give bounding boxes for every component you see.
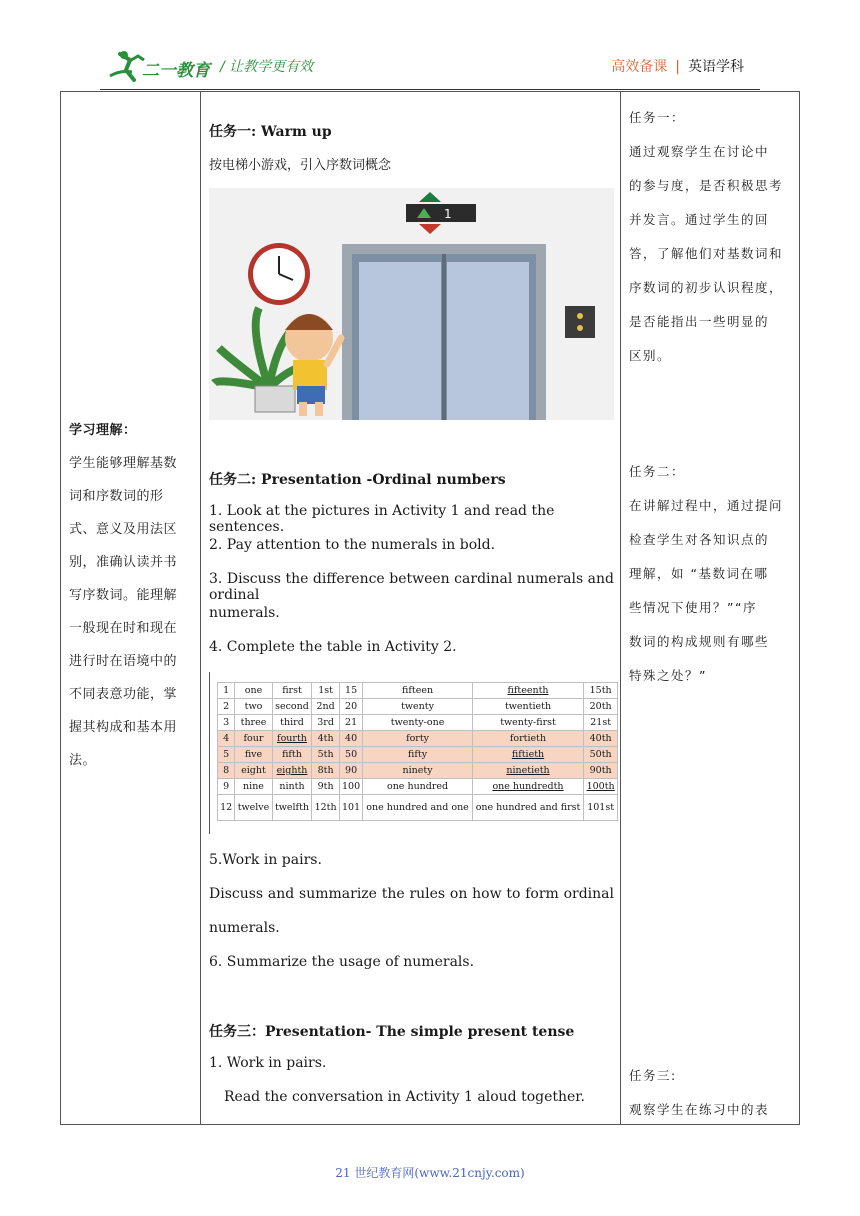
table-cell: fifty [363,747,472,763]
objective-line: 一般现在时和现在 [69,621,178,636]
table-cell: 1st [312,683,339,699]
table-cell: 20th [584,699,618,715]
table-cell: 4th [312,731,339,747]
table-row [218,731,618,747]
table-cell: forty [363,731,472,747]
work-pairs: 5.Work in pairs. [209,852,322,868]
discuss-line: numerals. [209,920,280,936]
objective-column [69,414,194,777]
table-row [218,779,618,795]
table-cell: three [235,715,272,731]
table-cell: 8th [312,763,339,779]
table-cell: 40th [584,731,618,747]
table-cell: one hundred [363,779,472,795]
assessment-task2 [629,455,793,693]
task2-item: 2. Pay attention to the numerals in bold. [209,537,496,553]
table-cell: 101 [339,795,363,821]
table-cell: 21 [339,715,363,731]
assessment-line: 观察学生在练习中的表 [629,1102,770,1117]
task2-item: 3. Discuss the difference between cardinal numerals and ordinal [209,571,614,603]
assessment-line: 区别。 [629,348,672,363]
column-divider [620,92,621,1124]
table-cell: 90th [584,763,618,779]
table-cell: second [272,699,312,715]
table-cell: 9 [218,779,235,795]
table-cell: five [235,747,272,763]
table-cell: twenty-one [363,715,472,731]
assessment-line: 特殊之处？” [629,668,707,683]
assessment-line: 答，了解他们对基数词和 [629,246,784,261]
table-cell: one [235,683,272,699]
table-cell: 90 [339,763,363,779]
table-cell: fifth [272,747,312,763]
table-cell-answer: one hundredth [472,779,584,795]
assessment-heading: 任务一： [629,110,686,125]
task1-title: 任务一: Warm up [209,124,332,140]
table-cell: 20 [339,699,363,715]
objective-line: 法。 [69,753,97,768]
assessment-line: 并发言。通过学生的回 [629,212,770,227]
task2-title: 任务二: Presentation -Ordinal numbers [209,472,506,488]
table-cell: 12th [312,795,339,821]
table-row [218,683,618,699]
table-cell: 15th [584,683,618,699]
header-separator: | [675,59,680,75]
header-secondary: 英语学科 [688,59,744,75]
table-cell: 5th [312,747,339,763]
objective-line: 式、意义及用法区 [69,522,178,537]
table-cell: 3 [218,715,235,731]
assessment-line: 是否能指出一些明显的 [629,314,770,329]
table-cell: one hundred and one [363,795,472,821]
table-cell: fifteen [363,683,472,699]
table-cell: 50 [339,747,363,763]
table-cell: 2 [218,699,235,715]
table-cell: 40 [339,731,363,747]
objective-line: 别，准确认读并书 [69,555,178,570]
assessment-line: 理解，如 “基数词在哪 [629,566,769,581]
assessment-line: 些情况下使用？”“序 [629,600,757,615]
table-cell: nine [235,779,272,795]
table-row [218,763,618,779]
discuss-line: Discuss and summarize the rules on how to form ordinal [209,886,614,902]
column-divider [200,92,201,1124]
table-cell: ninth [272,779,312,795]
header-subject [611,56,744,76]
logo-text: 二一教育 [142,61,210,81]
table-cell: two [235,699,272,715]
table-cell: 5 [218,747,235,763]
table-cell-answer: fourth [272,731,312,747]
task3-title: 任务三：Presentation- The simple present tense [209,1024,575,1040]
assessment-line: 数词的构成规则有哪些 [629,634,770,649]
table-cell: twenty [363,699,472,715]
table-cell: 100 [339,779,363,795]
assessment-line: 序数词的初步认识程度， [629,280,784,295]
table-cell-answer: one hundred and first [472,795,584,821]
table-row [218,795,618,821]
table-cell: third [272,715,312,731]
table-cell: 50th [584,747,618,763]
header-divider [100,89,760,90]
objective-line: 不同表意功能，掌 [69,687,178,702]
numerals-table [217,682,618,821]
assessment-line: 通过观察学生在讨论中 [629,144,770,159]
objective-heading: 学习理解： [69,423,137,438]
table-cell: 9th [312,779,339,795]
table-cell-answer: ninetieth [472,763,584,779]
lesson-table [60,91,800,1125]
table-cell-answer: 100th [584,779,618,795]
task2-item: 1. Look at the pictures in Activity 1 and read the sentences. [209,503,555,535]
table-cell-answer: fifteenth [472,683,584,699]
table-edge [209,672,210,834]
assessment-heading: 任务三: [629,1068,677,1083]
table-cell: eight [235,763,272,779]
objective-line: 握其构成和基本用 [69,720,178,735]
table-cell-answer: eighth [272,763,312,779]
header-primary: 高效备课 [611,59,668,75]
table-cell: ninety [363,763,472,779]
table-cell: 12 [218,795,235,821]
floor-number: 1 [444,207,452,221]
table-cell-answer: fiftieth [472,747,584,763]
table-cell: 3rd [312,715,339,731]
assessment-line: 在讲解过程中，通过提问 [629,498,784,513]
table-cell: twelfth [272,795,312,821]
table-cell: 8 [218,763,235,779]
assessment-task1 [629,101,793,373]
table-row [218,747,618,763]
assessment-heading: 任务二： [629,464,686,479]
table-cell: 2nd [312,699,339,715]
elevator-illustration [209,188,614,420]
task1-desc: 按电梯小游戏，引入序数词概念 [209,158,392,173]
table-cell: twenty-first [472,715,584,731]
slogan: / 让教学更有效 [220,59,314,75]
page-footer: 21 世纪教育网(www.21cnjy.com) [335,1166,525,1180]
task2-item: 4. Complete the table in Activity 2. [209,639,457,655]
table-row [218,699,618,715]
table-cell: 101st [584,795,618,821]
table-cell: 15 [339,683,363,699]
table-cell: 1 [218,683,235,699]
objective-line: 学生能够理解基数 [69,456,178,471]
objective-line: 写序数词。能理解 [69,588,178,603]
task3-item: 1. Work in pairs. [209,1055,327,1071]
objective-line: 进行时在语境中的 [69,654,178,669]
summarize-item: 6. Summarize the usage of numerals. [209,954,475,970]
table-cell: twelve [235,795,272,821]
table-cell: first [272,683,312,699]
table-cell: 4 [218,731,235,747]
table-row [218,715,618,731]
table-cell: 21st [584,715,618,731]
task3-item: Read the conversation in Activity 1 aloud together. [224,1089,585,1105]
logo-icon [106,50,216,84]
page-header [100,40,760,90]
assessment-task3 [629,1059,793,1127]
objective-line: 词和序数词的形 [69,489,164,504]
table-cell: four [235,731,272,747]
assessment-line: 检查学生对各知识点的 [629,532,770,547]
task2-item: numerals. [209,605,280,621]
table-cell: fortieth [472,731,584,747]
assessment-line: 的参与度，是否积极思考 [629,178,784,193]
table-cell: twentieth [472,699,584,715]
